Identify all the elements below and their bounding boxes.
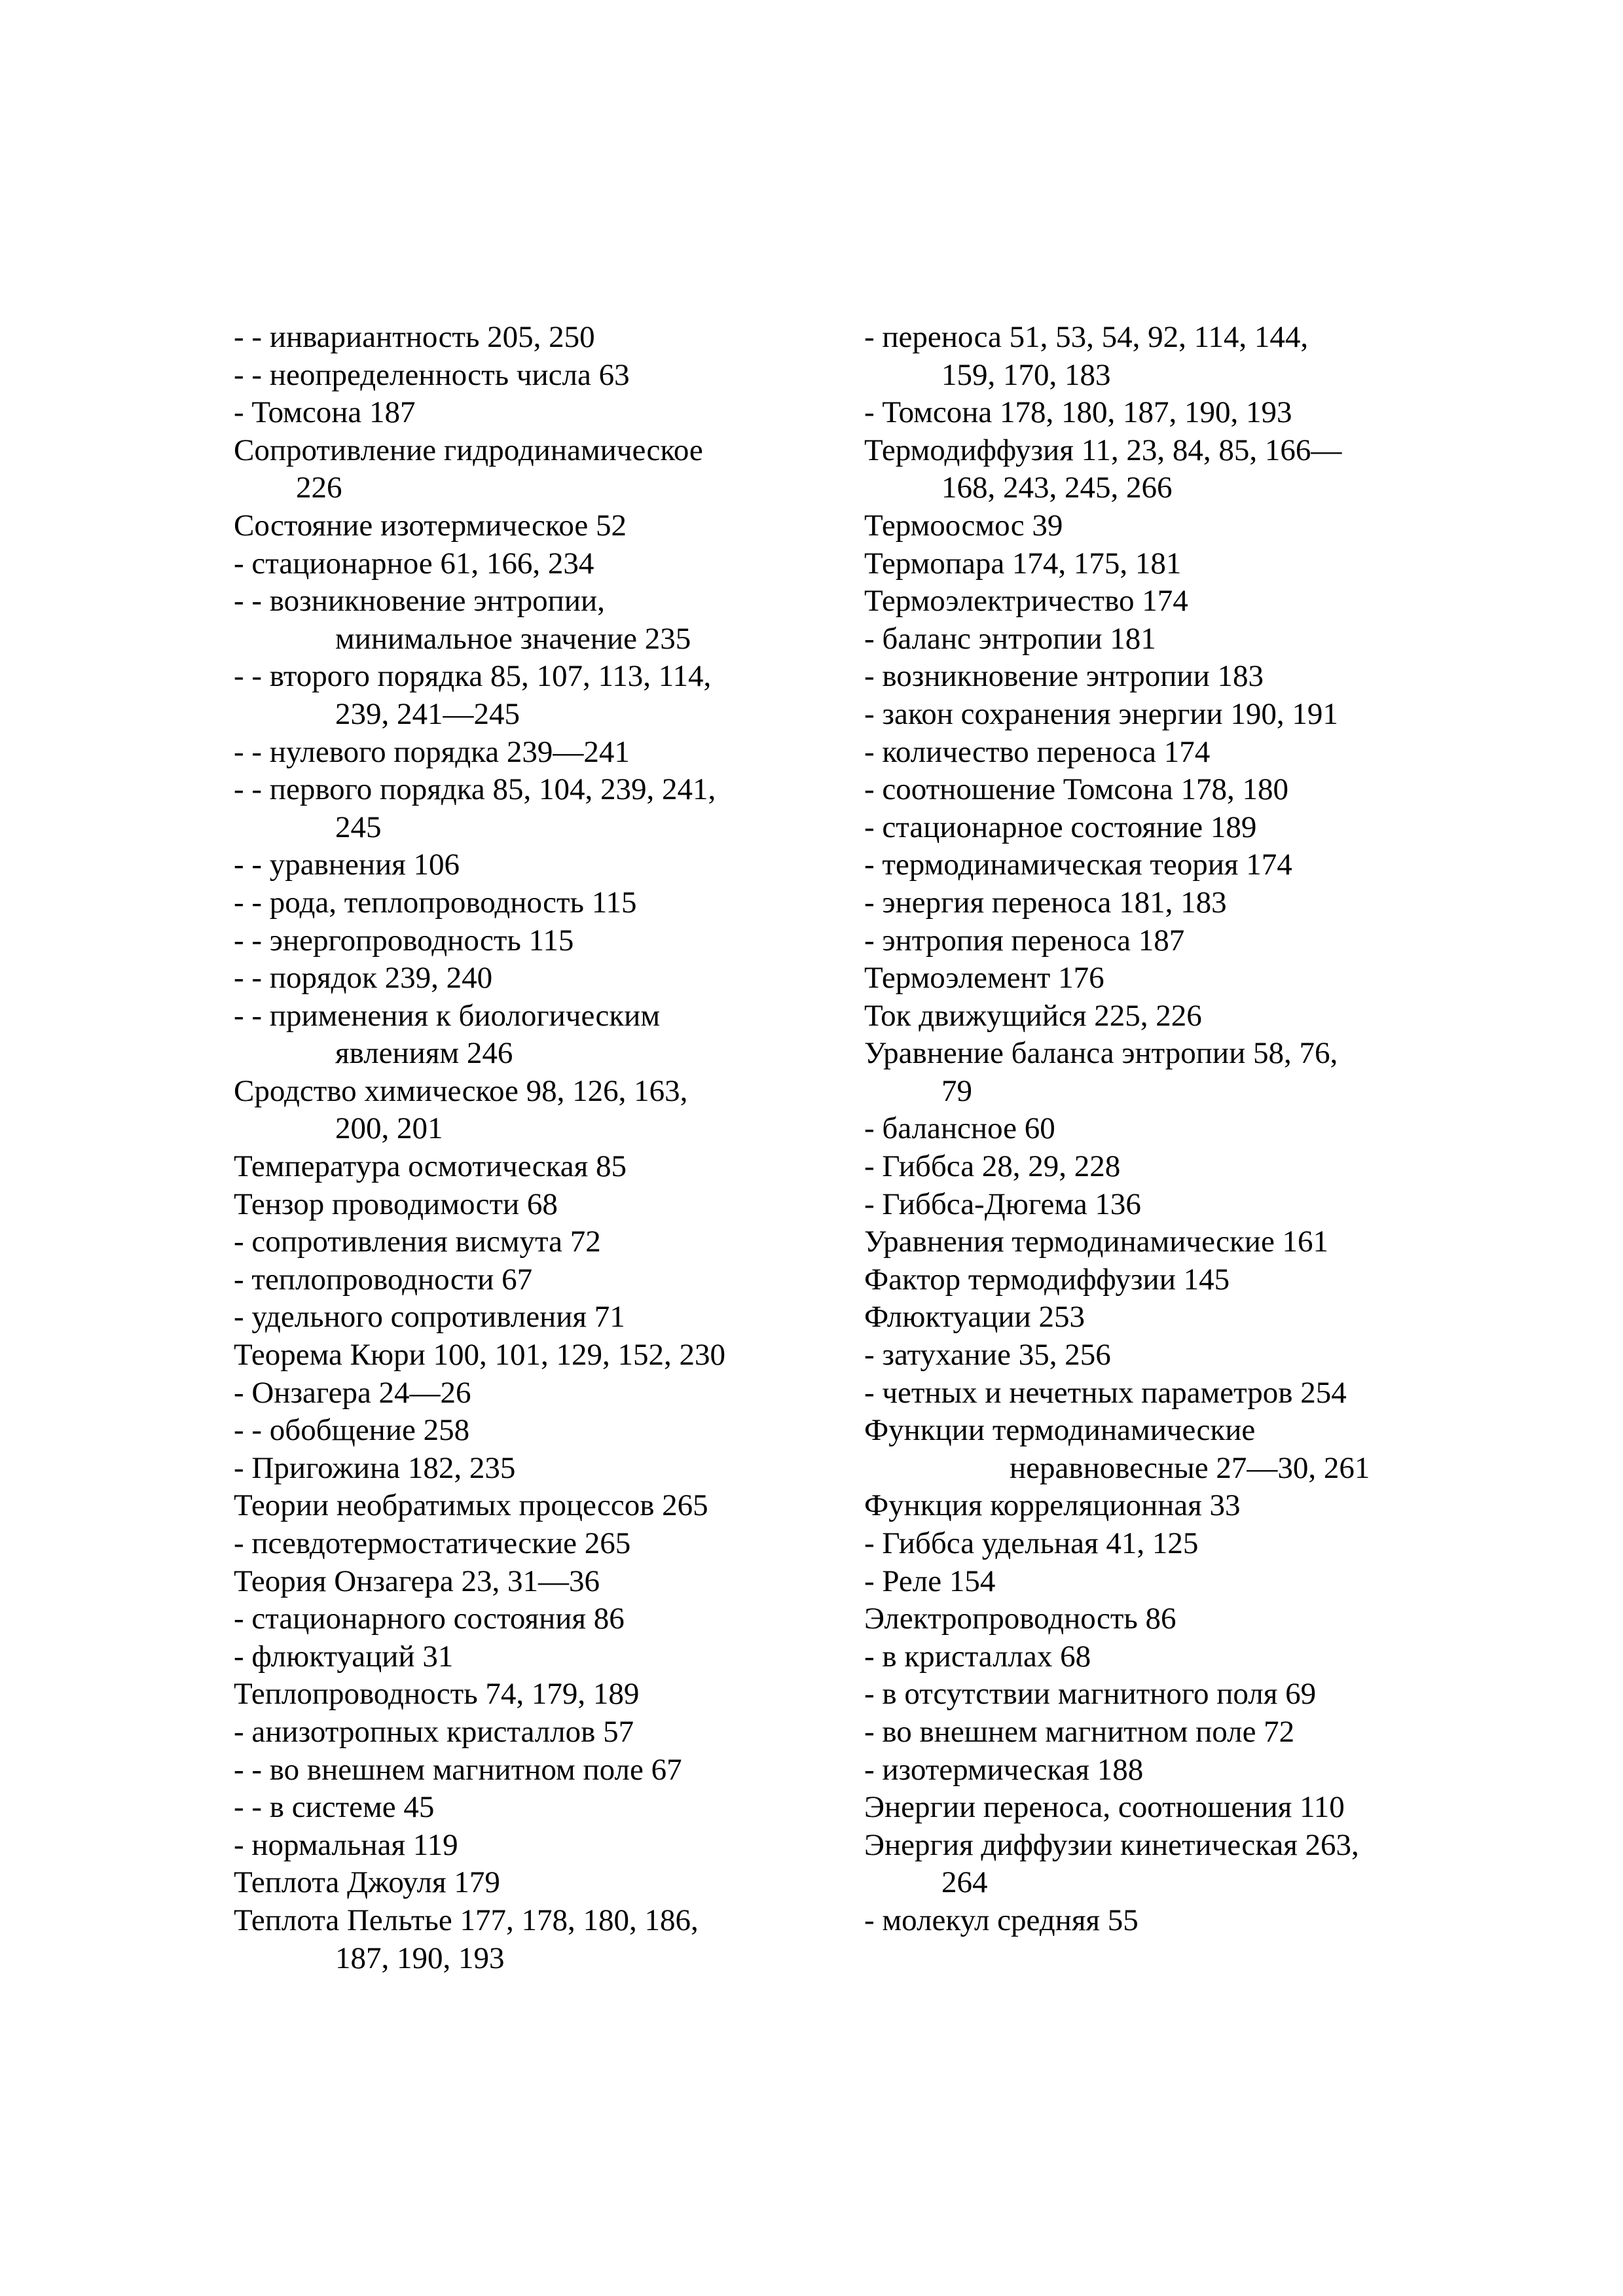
index-column-right [864, 319, 1421, 1940]
index-entry: - стационарное 61, 166, 234 [234, 546, 594, 581]
index-entry: - баланс энтропии 181 [864, 621, 1156, 656]
index-entry: - переноса 51, 53, 54, 92, 114, 144, [864, 320, 1309, 354]
index-entry: - четных и нечетных параметров 254 [864, 1375, 1347, 1410]
index-entry: Тензор проводимости 68 [234, 1187, 558, 1221]
index-entry: - термодинамическая теория 174 [864, 848, 1292, 882]
index-entry: - изотермическая 188 [864, 1752, 1144, 1787]
index-entry: - Гиббса удельная 41, 125 [864, 1526, 1199, 1560]
index-entry: - молекул средняя 55 [864, 1903, 1139, 1937]
index-entry: - - во внешнем магнитном поле 67 [234, 1752, 682, 1787]
index-entry: Теория Онзагера 23, 31—36 [234, 1564, 600, 1598]
index-entry: Сопротивление гидродинамическое [234, 433, 703, 467]
index-entry: - балансное 60 [864, 1111, 1055, 1146]
index-entry: - - уравнения 106 [234, 848, 460, 882]
index-entry: Ток движущийся 225, 226 [864, 998, 1202, 1033]
index-entry: Функции термодинамические [864, 1413, 1256, 1448]
index-entry-continuation: 239, 241—245 [335, 696, 520, 731]
index-entry-continuation: 168, 243, 245, 266 [941, 471, 1173, 505]
index-entry: - удельного сопротивления 71 [234, 1300, 625, 1335]
index-entry: - нормальная 119 [234, 1827, 458, 1862]
index-entry: Термоэлемент 176 [864, 961, 1104, 996]
index-entry: Термодиффузия 11, 23, 84, 85, 166— [864, 433, 1342, 467]
index-entry: - - порядок 239, 240 [234, 961, 493, 996]
index-entry: - соотношение Томсона 178, 180 [864, 772, 1288, 807]
index-entry: Фактор термодиффузии 145 [864, 1262, 1230, 1297]
index-entry: - Гиббса-Дюгема 136 [864, 1187, 1141, 1221]
index-entry: Уравнения термодинамические 161 [864, 1225, 1329, 1259]
index-entry: Термоосмос 39 [864, 508, 1063, 543]
index-entry-continuation: минимальное значение 235 [335, 621, 691, 656]
index-entry-continuation: 79 [941, 1073, 972, 1108]
index-entry: - энергия переноса 181, 183 [864, 885, 1227, 920]
index-entry: - возникновение энтропии 183 [864, 659, 1264, 694]
index-entry: - Пригожина 182, 235 [234, 1450, 516, 1485]
index-entry: - - второго порядка 85, 107, 113, 114, [234, 659, 712, 694]
index-entry: - - инвариантность 205, 250 [234, 320, 595, 354]
index-entry: - псевдотермостатические 265 [234, 1526, 631, 1560]
index-entry: - энтропия переноса 187 [864, 923, 1185, 958]
index-entry-continuation: 245 [335, 810, 382, 844]
index-entry: Температура осмотическая 85 [234, 1149, 627, 1184]
index-entry: - теплопроводности 67 [234, 1262, 533, 1297]
index-entry: Теплота Джоуля 179 [234, 1865, 500, 1900]
index-entry: Теплопроводность 74, 179, 189 [234, 1677, 640, 1712]
index-entry: Энергии переноса, соотношения 110 [864, 1790, 1345, 1825]
index-entry-continuation: неравновесные 27—30, 261 [1010, 1450, 1370, 1485]
index-entry: Теплота Пельтье 177, 178, 180, 186, [234, 1903, 699, 1937]
index-entry: Уравнение баланса энтропии 58, 76, [864, 1036, 1338, 1071]
index-entry: Состояние изотермическое 52 [234, 508, 627, 543]
index-entry: - - энергопроводность 115 [234, 923, 574, 958]
index-entry-continuation: явлениям 246 [335, 1036, 513, 1071]
index-entry: Флюктуации 253 [864, 1300, 1085, 1335]
index-entry: - - обобщение 258 [234, 1413, 470, 1448]
index-entry: - стационарное состояние 189 [864, 810, 1257, 844]
index-entry: - стационарного состояния 86 [234, 1602, 625, 1636]
index-entry: - - применения к биологическим [234, 998, 661, 1033]
index-entry: Термоэлектричество 174 [864, 584, 1188, 619]
index-entry: - флюктуаций 31 [234, 1639, 454, 1674]
index-column-left [234, 319, 823, 1977]
index-entry-continuation: 200, 201 [335, 1111, 443, 1146]
index-entry-continuation: 264 [941, 1865, 988, 1900]
index-entry: Теории необратимых процессов 265 [234, 1488, 708, 1523]
index-entry: - в кристаллах 68 [864, 1639, 1091, 1674]
index-entry: - - рода, теплопроводность 115 [234, 885, 637, 920]
index-entry: - затухание 35, 256 [864, 1338, 1111, 1372]
index-entry: - Онзагера 24—26 [234, 1375, 471, 1410]
index-entry-continuation: 159, 170, 183 [941, 357, 1111, 392]
index-entry: Функция корреляционная 33 [864, 1488, 1241, 1523]
index-entry: - Томсона 178, 180, 187, 190, 193 [864, 395, 1292, 430]
index-entry: - Томсона 187 [234, 395, 416, 430]
index-entry-continuation: 187, 190, 193 [335, 1941, 505, 1975]
index-entry: - Гиббса 28, 29, 228 [864, 1149, 1121, 1184]
index-entry: - - нулевого порядка 239—241 [234, 734, 630, 769]
index-entry: - во внешнем магнитном поле 72 [864, 1714, 1295, 1749]
index-entry: Теорема Кюри 100, 101, 129, 152, 230 [234, 1338, 726, 1372]
index-entry: - - первого порядка 85, 104, 239, 241, [234, 772, 716, 807]
index-entry: - - в системе 45 [234, 1790, 435, 1825]
index-entry: Сродство химическое 98, 126, 163, [234, 1073, 688, 1108]
index-entry: - анизотропных кристаллов 57 [234, 1714, 634, 1749]
index-entry: Термопара 174, 175, 181 [864, 546, 1182, 581]
index-entry: - в отсутствии магнитного поля 69 [864, 1677, 1317, 1712]
index-entry: - - возникновение энтропии, [234, 584, 605, 619]
index-entry: Энергия диффузии кинетическая 263, [864, 1827, 1359, 1862]
index-entry: Электропроводность 86 [864, 1602, 1176, 1636]
index-entry: - количество переноса 174 [864, 734, 1211, 769]
index-entry: - Реле 154 [864, 1564, 996, 1598]
index-entry-continuation: 226 [296, 471, 342, 505]
index-entry: - - неопределенность числа 63 [234, 357, 630, 392]
index-entry: - закон сохранения энергии 190, 191 [864, 696, 1338, 731]
index-entry: - сопротивления висмута 72 [234, 1225, 601, 1259]
